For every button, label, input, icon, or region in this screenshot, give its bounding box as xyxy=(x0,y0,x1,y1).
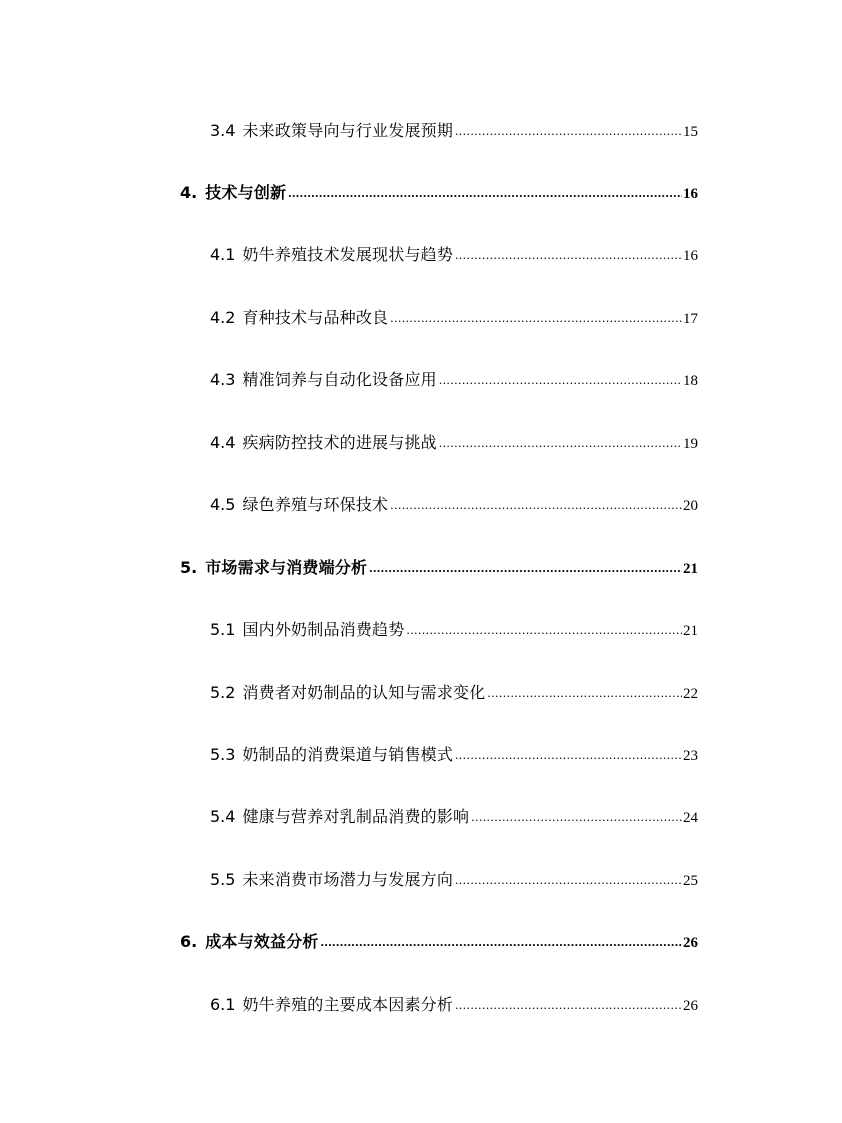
toc-entry-number: 5.4 xyxy=(210,807,236,826)
toc-entry-5-3[interactable] xyxy=(210,742,698,766)
toc-entry-page: 23 xyxy=(683,748,698,764)
toc-entry-number: 4.2 xyxy=(210,308,236,327)
toc-dot-leader xyxy=(455,123,682,139)
toc-entry-page: 15 xyxy=(683,124,698,140)
toc-dot-leader xyxy=(455,747,682,763)
toc-entry-number: 3.4 xyxy=(210,121,236,140)
toc-entry-number: 4.3 xyxy=(210,370,236,389)
toc-entry-page: 24 xyxy=(683,810,698,826)
toc-dot-leader xyxy=(390,310,682,326)
toc-entry-title: 精准饲养与自动化设备应用 xyxy=(242,370,437,389)
toc-entry-number: 4.4 xyxy=(210,433,236,452)
toc-entry-4-5[interactable] xyxy=(210,492,698,516)
toc-entry-title: 未来政策导向与行业发展预期 xyxy=(242,121,454,140)
toc-entry-number: 4.5 xyxy=(210,495,236,514)
toc-entry-number: 5.2 xyxy=(210,683,236,702)
toc-entry-title: 育种技术与品种改良 xyxy=(242,308,389,327)
toc-entry-number: 4.1 xyxy=(210,245,236,264)
toc-entry-title: 疾病防控技术的进展与挑战 xyxy=(242,433,437,452)
toc-entry-title: 奶牛养殖的主要成本因素分析 xyxy=(242,995,454,1014)
toc-entry-number: 5.5 xyxy=(210,870,236,889)
toc-entry-title: 成本与效益分析 xyxy=(205,932,319,951)
toc-entry-4-4[interactable] xyxy=(210,430,698,454)
toc-entry-number: 5. xyxy=(180,558,198,577)
toc-entry-page: 20 xyxy=(683,498,698,514)
toc-dot-leader xyxy=(321,934,682,950)
toc-dot-leader xyxy=(369,560,682,576)
toc-entry-number: 4. xyxy=(180,183,198,202)
toc-entry-page: 22 xyxy=(683,686,698,702)
toc-dot-leader xyxy=(390,497,682,513)
toc-entry-title: 奶制品的消费渠道与销售模式 xyxy=(242,745,454,764)
toc-entry-title: 技术与创新 xyxy=(205,183,287,202)
toc-dot-leader xyxy=(439,372,682,388)
toc-dot-leader xyxy=(439,435,682,451)
toc-dot-leader xyxy=(471,809,682,825)
toc-entry-6-1[interactable] xyxy=(210,992,698,1016)
toc-dot-leader xyxy=(288,185,682,201)
toc-entry-title: 健康与营养对乳制品消费的影响 xyxy=(242,807,470,826)
toc-dot-leader xyxy=(455,872,682,888)
toc-entry-page: 21 xyxy=(683,561,698,577)
toc-entry-number: 5.1 xyxy=(210,620,236,639)
toc-entry-page: 25 xyxy=(683,873,698,889)
toc-entry-page: 17 xyxy=(683,311,698,327)
toc-entry-5-4[interactable] xyxy=(210,804,698,828)
toc-entry-page: 18 xyxy=(683,373,698,389)
toc-entry-6[interactable] xyxy=(180,929,698,953)
toc-entry-3-4[interactable] xyxy=(210,118,698,142)
toc-entry-page: 26 xyxy=(683,998,698,1014)
toc-entry-page: 16 xyxy=(683,248,698,264)
toc-dot-leader xyxy=(455,997,682,1013)
toc-entry-title: 国内外奶制品消费趋势 xyxy=(242,620,405,639)
toc-entry-number: 6.1 xyxy=(210,995,236,1014)
toc-entry-number: 5.3 xyxy=(210,745,236,764)
toc-dot-leader xyxy=(406,622,682,638)
toc-entry-number: 6. xyxy=(180,932,198,951)
toc-entry-4-2[interactable] xyxy=(210,305,698,329)
toc-entry-page: 26 xyxy=(683,935,698,951)
toc-entry-title: 未来消费市场潜力与发展方向 xyxy=(242,870,454,889)
toc-entry-4[interactable] xyxy=(180,180,698,204)
toc-entry-title: 绿色养殖与环保技术 xyxy=(242,495,389,514)
toc-dot-leader xyxy=(487,685,682,701)
toc-entry-title: 奶牛养殖技术发展现状与趋势 xyxy=(242,245,454,264)
toc-entry-5-1[interactable] xyxy=(210,617,698,641)
toc-entry-5[interactable] xyxy=(180,555,698,579)
toc-dot-leader xyxy=(455,247,682,263)
toc-entry-page: 16 xyxy=(683,186,698,202)
toc-entry-page: 21 xyxy=(683,623,698,639)
toc-entry-title: 市场需求与消费端分析 xyxy=(205,558,368,577)
toc-entry-5-2[interactable] xyxy=(210,680,698,704)
toc-entry-title: 消费者对奶制品的认知与需求变化 xyxy=(242,683,486,702)
toc-entry-4-1[interactable] xyxy=(210,242,698,266)
toc-entry-4-3[interactable] xyxy=(210,367,698,391)
toc-entry-5-5[interactable] xyxy=(210,867,698,891)
toc-entry-page: 19 xyxy=(683,436,698,452)
